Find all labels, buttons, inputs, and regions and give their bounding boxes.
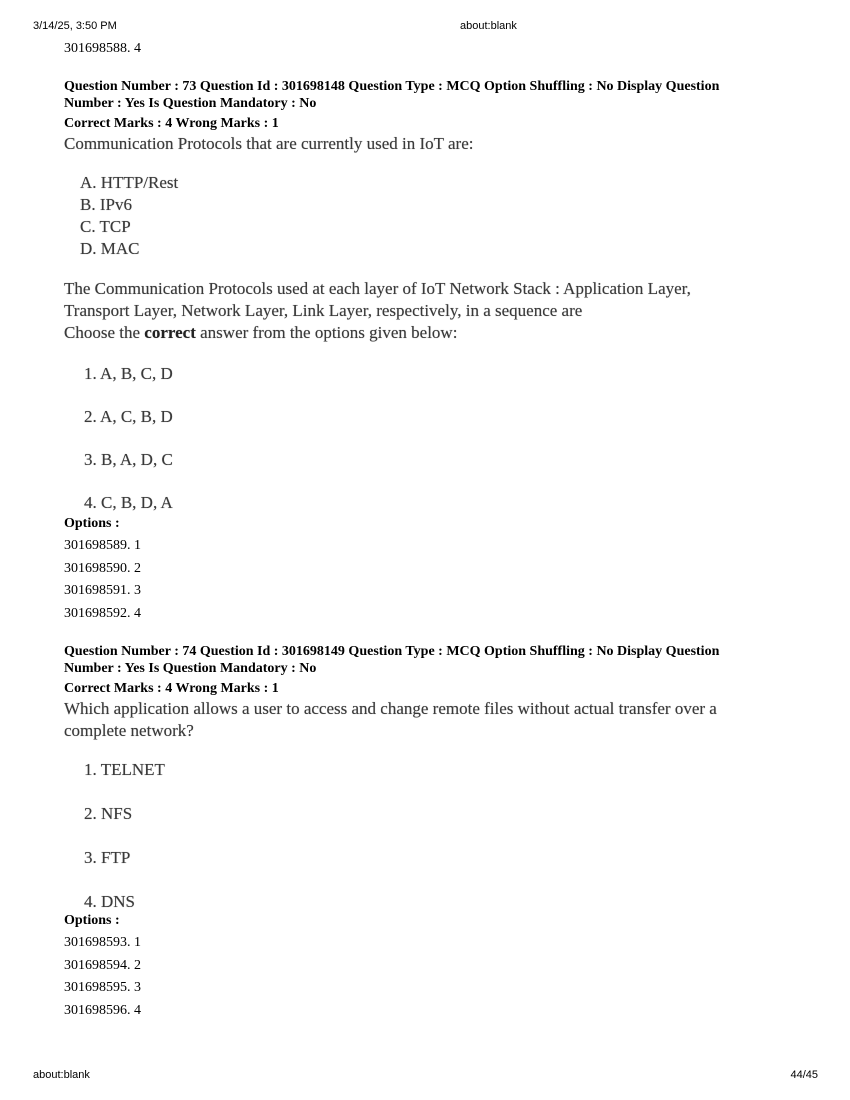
q73-answer: 1. A, B, C, D	[84, 364, 173, 383]
q73-meta-line1: Question Number : 73 Question Id : 301698148 Question Type : MCQ Option Shuffling : No Display Question	[64, 79, 720, 94]
q74-meta-line1: Question Number : 74 Question Id : 301698149 Question Type : MCQ Option Shuffling : No Display Question	[64, 644, 720, 659]
question-73	[64, 78, 809, 625]
q73-answer: 3. B, A, D, C	[84, 450, 173, 469]
q74-option: 301698593. 1	[64, 935, 141, 950]
q74-answer: 2. NFS	[84, 804, 133, 823]
print-url: about:blank	[460, 20, 517, 32]
q73-option: 301698592. 4	[64, 605, 141, 621]
page-content	[64, 38, 809, 1022]
q74-options-label: Options :	[64, 913, 120, 928]
q73-answer: 4. C, B, D, A	[84, 493, 173, 512]
question-74	[64, 643, 809, 1022]
print-footer-url: about:blank	[33, 1069, 90, 1081]
q73-options-label: Options :	[64, 516, 120, 531]
q73-option: 301698589. 1	[64, 538, 141, 553]
q73-option: 301698590. 2	[64, 560, 141, 576]
previous-option: 301698588. 4	[64, 41, 141, 56]
q74-answer: 1. TELNET	[84, 760, 165, 779]
q73-question-body	[64, 133, 809, 514]
q74-option: 301698595. 3	[64, 980, 141, 995]
q74-marks: Correct Marks : 4 Wrong Marks : 1	[64, 681, 279, 696]
q73-para-line1: The Communication Protocols used at each layer of IoT Network Stack : Application Layer,	[64, 279, 691, 298]
q73-choose-post: answer from the options given below:	[195, 323, 458, 342]
q73-statement: B. IPv6	[80, 195, 132, 214]
q73-marks: Correct Marks : 4 Wrong Marks : 1	[64, 116, 279, 131]
q73-statement: C. TCP	[80, 217, 131, 236]
q74-text-line2: complete network?	[64, 721, 194, 740]
q74-meta-line2: Number : Yes Is Question Mandatory : No	[64, 661, 317, 676]
q73-choose-instruction	[64, 322, 809, 344]
q73-answer: 2. A, C, B, D	[84, 407, 173, 426]
q74-text-line1: Which application allows a user to access and change remote files without actual transfer over a	[64, 699, 717, 718]
q74-answer: 3. FTP	[84, 848, 131, 867]
q73-choose-bold: correct	[144, 323, 196, 342]
q73-option: 301698591. 3	[64, 583, 141, 598]
page-number: 44/45	[790, 1069, 818, 1081]
q73-statement: D. MAC	[80, 239, 140, 258]
q74-question-body	[64, 698, 809, 913]
q73-para-line2: Transport Layer, Network Layer, Link Layer, respectively, in a sequence are	[64, 301, 583, 320]
q74-option: 301698596. 4	[64, 1002, 141, 1018]
q73-choose-pre: Choose the	[64, 323, 145, 342]
print-timestamp: 3/14/25, 3:50 PM	[33, 20, 117, 32]
q73-intro: Communication Protocols that are currently used in IoT are:	[64, 134, 474, 153]
q74-answer: 4. DNS	[84, 892, 136, 911]
q74-option: 301698594. 2	[64, 957, 141, 973]
q73-meta-line2: Number : Yes Is Question Mandatory : No	[64, 96, 317, 111]
q73-statement: A. HTTP/Rest	[80, 173, 179, 192]
